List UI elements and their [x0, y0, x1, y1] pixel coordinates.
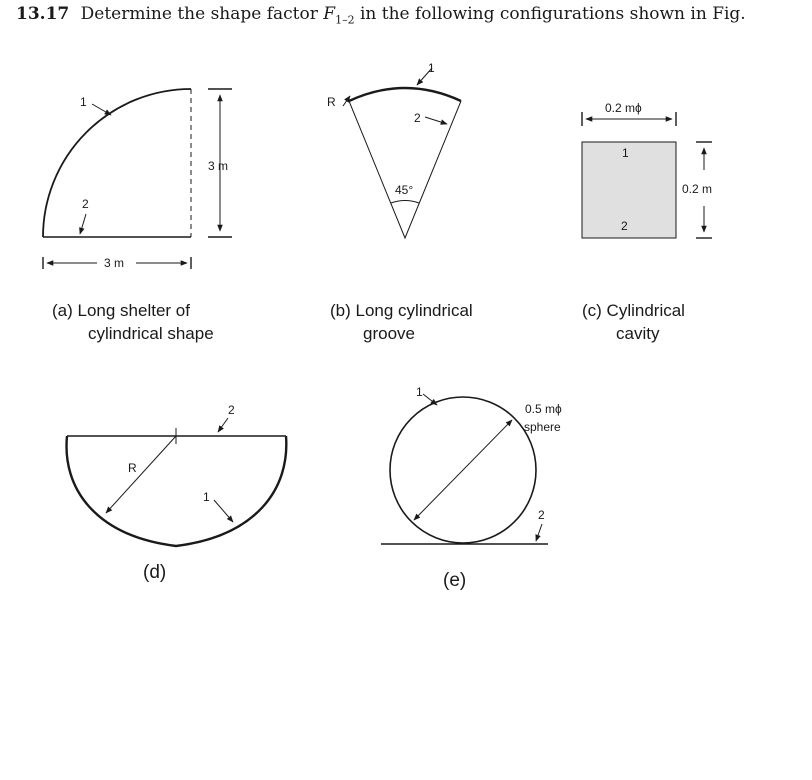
- pointer-2-arrow: [536, 524, 542, 541]
- caption-b-line2: groove: [363, 324, 415, 343]
- problem-text-before: Determine the shape factor: [80, 4, 318, 24]
- problem-number: 13.17: [16, 4, 70, 24]
- diameter-arrow: [414, 420, 512, 520]
- caption-c-line1: (c) Cylindrical: [582, 301, 685, 320]
- pointer-1-arrow: [214, 500, 233, 522]
- label-2: 2: [228, 403, 235, 417]
- pointer-1-arrow: [92, 104, 111, 115]
- pointer-1-arrow: [417, 68, 432, 85]
- pointer-2-arrow: [425, 117, 447, 124]
- angle-arc: [391, 201, 419, 204]
- shelter-arc-surface-1: [43, 89, 191, 237]
- pointer-2-arrow: [218, 418, 228, 432]
- groove-arc-surface-1: [349, 88, 461, 101]
- groove-sides-surface-2: [349, 101, 461, 238]
- angle-label: 45°: [395, 183, 414, 197]
- hidden-guide: [67, 436, 286, 543]
- height-dim-label: 0.2 m: [682, 182, 713, 196]
- shape-factor-symbol: F: [323, 4, 336, 24]
- shape-factor-subscript: 1–2: [335, 13, 355, 27]
- figure-d: [67, 403, 287, 583]
- cavity-square: [582, 142, 676, 238]
- label-1: 1: [203, 490, 210, 504]
- semicircle-surface-1: [67, 436, 287, 546]
- figure-b: [327, 61, 473, 343]
- label-R: R: [128, 461, 137, 475]
- radius-arrow: [106, 436, 176, 513]
- label-2: 2: [82, 197, 89, 211]
- label-2: 2: [538, 508, 545, 522]
- label-1: 1: [80, 95, 87, 109]
- figure-c: [582, 101, 712, 343]
- pointer-2-arrow: [80, 214, 86, 234]
- label-1: 1: [416, 385, 423, 399]
- caption-e: (e): [443, 570, 467, 591]
- diameter-label: 0.5 mϕ: [525, 402, 562, 416]
- caption-d: (d): [143, 562, 167, 583]
- label-R: R: [327, 95, 336, 109]
- label-2: 2: [621, 219, 628, 233]
- figure-e: [381, 385, 562, 591]
- label-1: 1: [428, 61, 435, 75]
- caption-a-line2: cylindrical shape: [88, 324, 214, 343]
- pointer-1-arrow: [423, 394, 437, 405]
- caption-c-line2: cavity: [616, 324, 660, 343]
- diameter-dim-label: 0.2 mϕ: [605, 101, 642, 115]
- label-1: 1: [622, 146, 629, 160]
- height-dim-label: 3 m: [208, 159, 229, 173]
- label-2: 2: [414, 111, 421, 125]
- caption-a-line1: (a) Long shelter of: [52, 301, 190, 320]
- figure-a: [43, 89, 232, 343]
- caption-b-line1: (b) Long cylindrical: [330, 301, 473, 320]
- width-dim-label: 3 m: [104, 256, 125, 270]
- pointer-R-arrow: [343, 96, 350, 106]
- sphere-label: sphere: [524, 420, 561, 434]
- problem-text-after: in the following configurations shown in Fig.: [359, 4, 746, 24]
